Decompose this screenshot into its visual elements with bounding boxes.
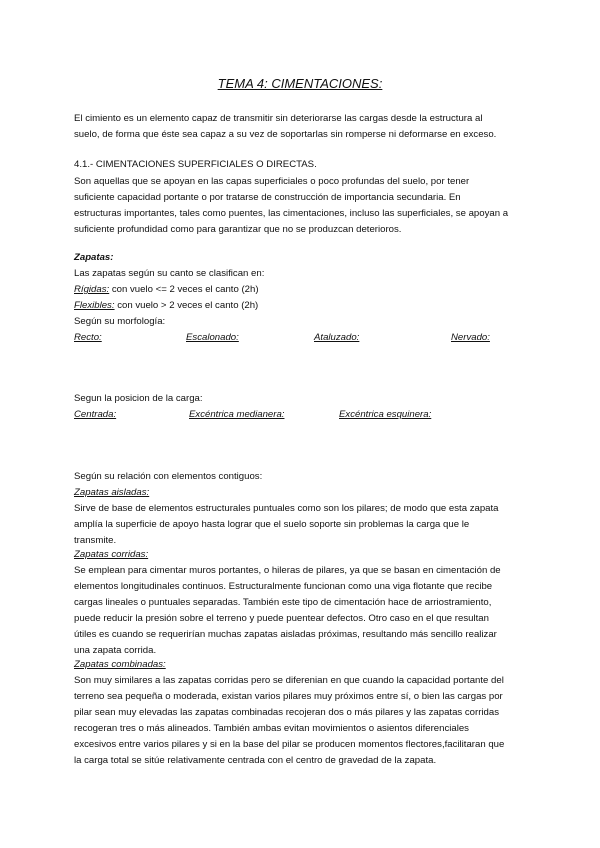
combinadas-line-6: la carga total se sitúe relativamente centrada con el centro de gravedad de la zapata. — [74, 755, 437, 766]
section-line-3: estructuras importantes, tales como puentes, las cimentaciones, incluso las superficiales, se apoyan a — [74, 208, 509, 219]
flexibles-text: con vuelo > 2 veces el canto (2h) — [114, 300, 259, 311]
rigidas-text: con vuelo <= 2 veces el canto (2h) — [109, 284, 259, 295]
intro-line-2: suelo, de forma que éste sea capaz a su vez de soportarlas sin romperse ni deformarse en exceso. — [74, 129, 497, 140]
rigidas-label: Rígidas: — [74, 284, 110, 295]
corridas-label: Zapatas corridas: — [74, 549, 149, 560]
aisladas-line-2: amplía la superficie de apoyo hasta lograr que el suelo soporte sin problemas la carga que le — [74, 519, 470, 530]
section-line-2: suficiente capacidad portante o por tratarse de construcción de importancia secundaria. En — [74, 192, 461, 203]
posicion-label: Segun la posicion de la carga: — [74, 393, 203, 404]
section-line-4: suficiente profundidad como para garantizar que no se produzcan deterioros. — [74, 224, 402, 235]
morph-recto: Recto: — [74, 332, 102, 343]
morph-ataluzado: Ataluzado: — [314, 332, 360, 343]
page-title: TEMA 4: CIMENTACIONES: — [217, 76, 383, 91]
intro-line-1: El cimiento es un elemento capaz de transmitir sin deteriorarse las cargas desde la estructura al — [74, 113, 483, 124]
flexibles-line — [74, 300, 258, 312]
corridas-line-1: Se emplean para cimentar muros portantes, o hileras de pilares, ya que se basan en cimentación de — [74, 565, 501, 576]
combinadas-line-4: recogeran tres o más alineados. También ambas evitan movimientos o asientos diferenciales — [74, 723, 469, 734]
zapatas-heading: Zapatas: — [74, 252, 114, 263]
corridas-line-2: elementos longitudinales continuos. Estructuralmente funcionan como una viga flotante que recibe — [74, 581, 493, 592]
combinadas-line-5: excesivos entre varios pilares y si en la base del pilar se producen momentos flectores,facilitaran que — [74, 739, 505, 750]
flexibles-label: Flexibles: — [74, 300, 115, 311]
corridas-line-5: útiles es cuando se requerirían muchas zapatas aisladas próximas, resultando más sencillo realizar — [74, 629, 497, 640]
combinadas-line-2: terreno sea pequeña o moderada, existan varios pilares muy próximos entre sí, o bien las cargas por — [74, 691, 503, 702]
combinadas-line-3: pilar sean muy elevadas las zapatas combinadas recojeran dos o más pilares y las zapatas corridas — [74, 707, 500, 718]
pos-esquinera: Excéntrica esquinera: — [339, 409, 432, 420]
pos-centrada: Centrada: — [74, 409, 117, 420]
morph-nervado: Nervado: — [451, 332, 490, 343]
combinadas-label: Zapatas combinadas: — [74, 659, 166, 670]
corridas-line-3: cargas lineales o puntuales separadas. También este tipo de cimentación hace de arriostramiento, — [74, 597, 492, 608]
morph-escalonado: Escalonado: — [186, 332, 239, 343]
section-heading: 4.1.- CIMENTACIONES SUPERFICIALES O DIRECTAS. — [74, 159, 317, 170]
corridas-line-6: una zapata corrida. — [74, 645, 157, 656]
aisladas-label: Zapatas aisladas: — [74, 487, 150, 498]
morfologia-label: Según su morfología: — [74, 316, 166, 327]
section-line-1: Son aquellas que se apoyan en las capas superficiales o poco profundas del suelo, por tener — [74, 176, 470, 187]
corridas-line-4: puede reducir la presión sobre el terreno y puede puentear defectos. Otro caso en el que resultan — [74, 613, 489, 624]
combinadas-line-1: Son muy similares a las zapatas corridas pero se diferenian en que cuando la capacidad portante del — [74, 675, 504, 686]
aisladas-line-1: Sirve de base de elementos estructurales puntuales como son los pilares; de modo que esta zapata — [74, 503, 499, 514]
pos-medianera: Excéntrica medianera: — [189, 409, 285, 420]
rigidas-line — [74, 284, 259, 296]
zapatas-intro: Las zapatas según su canto se clasifican en: — [74, 268, 265, 279]
relacion-label: Según su relación con elementos contiguos: — [74, 471, 263, 482]
aisladas-line-3: transmite. — [74, 535, 117, 546]
